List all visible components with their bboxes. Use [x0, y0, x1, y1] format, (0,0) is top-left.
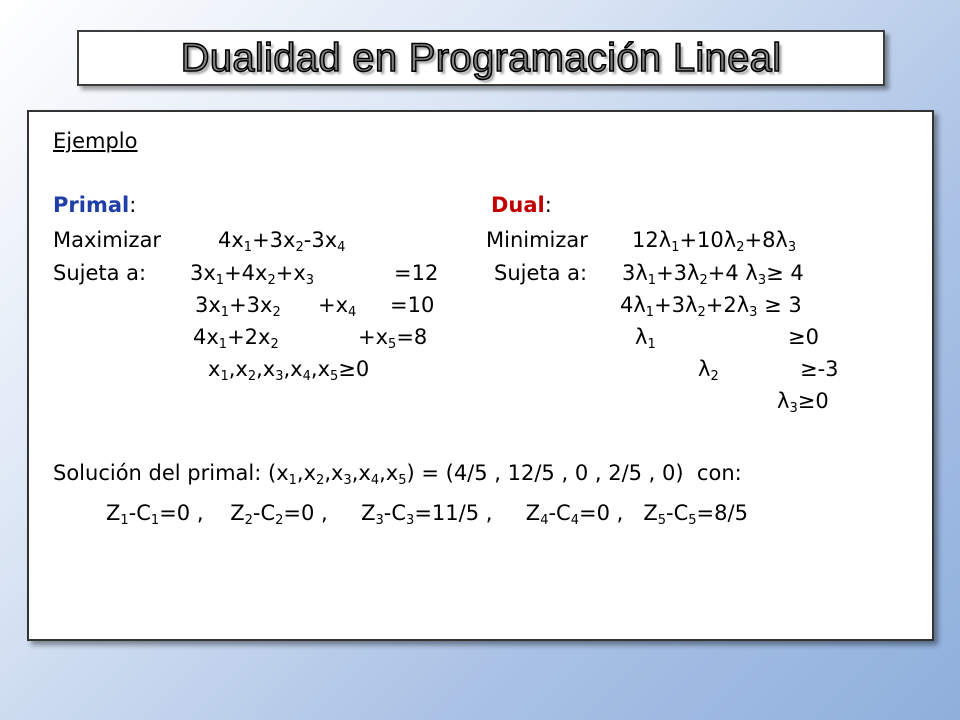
primal-constraint-3-x5: $+x_5=8$ — [358, 325, 428, 352]
primal-nonnegativity: $x_1,x_2,x_3,x_4,x_5\ge 0$ — [208, 357, 370, 384]
example-heading: Ejemplo — [53, 129, 138, 153]
primal-label-text: Primal — [53, 193, 130, 217]
primal-constraint-2: $3x_1+3x_2$ — [195, 293, 281, 320]
solution-line: Solución del primal: $(x_1,x_2,x_3,x_4,x_5) = (4/5$ , 12/5 , 0 , 2/5 , 0) con: — [53, 461, 742, 488]
primal-constraint-3: $4x_1+2x_2$ — [193, 325, 279, 352]
dual-lambda1: $\lambda_1$ — [635, 325, 656, 352]
dual-lambda1-bound: ≥0 — [788, 325, 819, 349]
dual-lambda3-bound: $\lambda_3\ge 0$ — [777, 389, 829, 416]
dual-label-colon: : — [544, 193, 552, 217]
content-box — [27, 110, 934, 641]
dual-objective-expression: $12\lambda_1+10\lambda_2+8\lambda_3$ — [632, 228, 797, 255]
slide-title: Dualidad en Programación Lineal — [180, 36, 782, 80]
dual-label-text: Dual — [491, 193, 545, 217]
primal-label-colon: : — [129, 193, 137, 217]
dual-objective-keyword: Minimizar — [486, 228, 588, 252]
primal-constraint-1-rhs: =12 — [394, 261, 439, 285]
title-box — [77, 30, 885, 86]
dual-lambda2-bound: ≥-3 — [800, 357, 839, 381]
primal-constraint-2-x4: $+x_4$ — [318, 293, 357, 320]
primal-constraint-1: $3x_1+4x_2+x_3$ — [190, 261, 315, 288]
primal-subject-to: Sujeta a: — [53, 261, 147, 285]
primal-objective-expression: $4x_1+3x_2-3x_4$ — [218, 228, 346, 255]
reduced-costs-line: $Z_1-C_1=0$ , $Z_2-C_2=0$ , $Z_3-C_3=11/5$ , $Z_4-C_4=0$ , $Z_5-C_5=8/5$ — [106, 501, 748, 528]
dual-constraint-2: $4\lambda_1+3\lambda_2+2\lambda_3 \ge 3$ — [620, 293, 802, 320]
primal-constraint-2-rhs: =10 — [390, 293, 435, 317]
dual-subject-to: Sujeta a: — [494, 261, 588, 285]
dual-label — [491, 192, 552, 218]
dual-constraint-1: $3\lambda_1+3\lambda_2+4$ $\lambda_3\ge 4$ — [622, 261, 804, 288]
solution-label: Solución del primal: — [53, 461, 262, 485]
dual-lambda2: $\lambda_2$ — [698, 357, 719, 384]
primal-objective-keyword: Maximizar — [53, 228, 162, 252]
primal-label — [53, 192, 136, 218]
